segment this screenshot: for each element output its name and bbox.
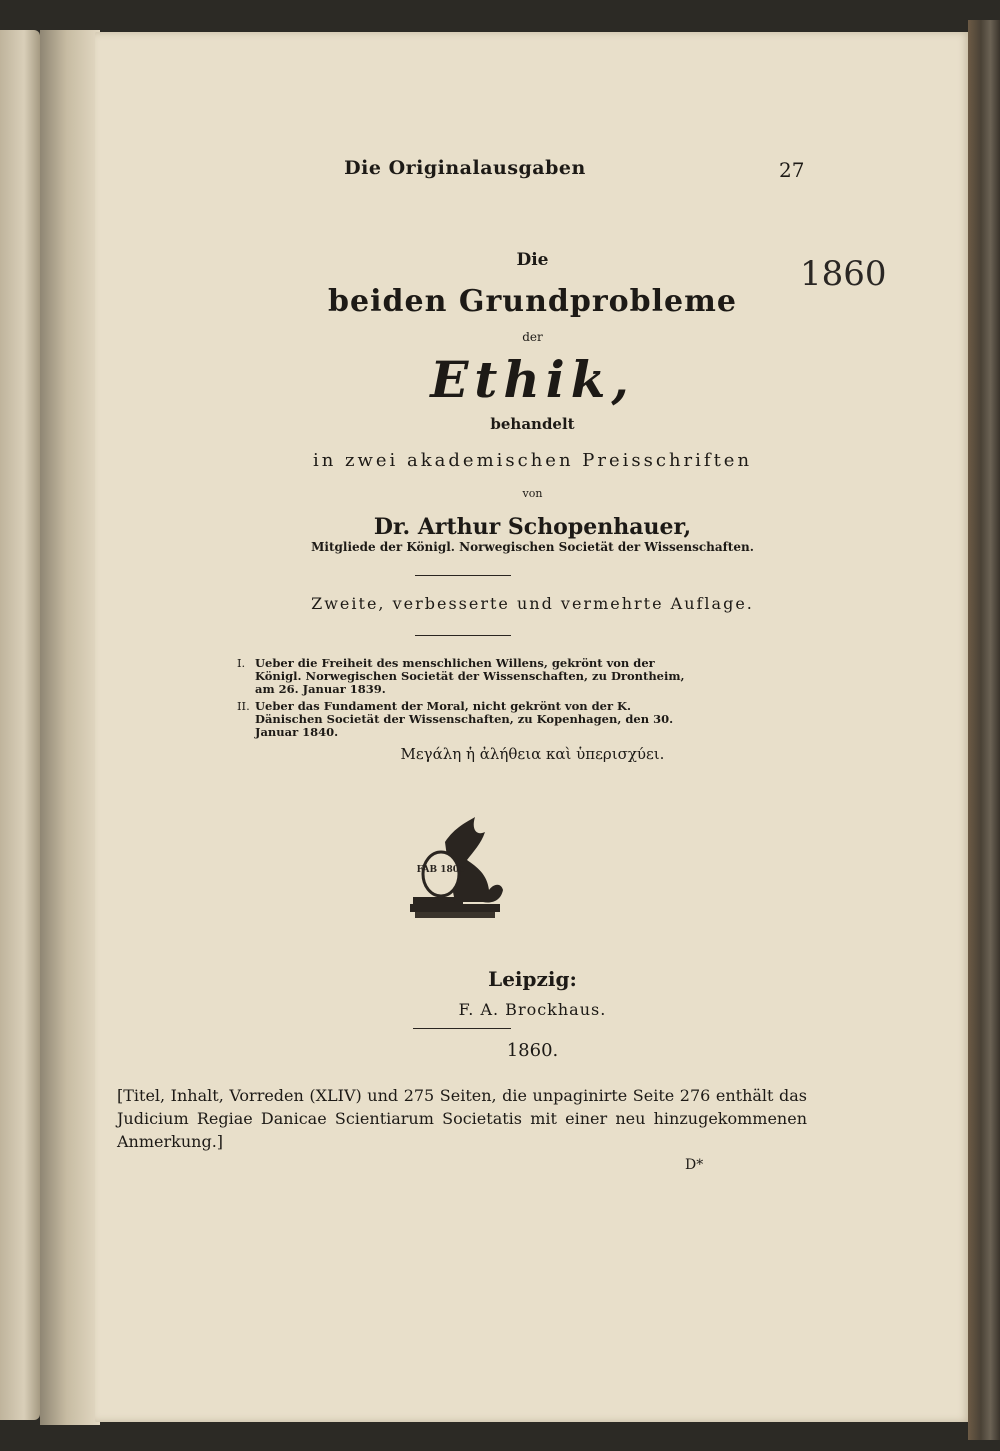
title-von: von <box>522 487 543 500</box>
divider-rule <box>415 635 511 636</box>
affiliation: Mitgliede der Königl. Norwegischen Societät der Wissenschaften. <box>311 540 754 554</box>
publisher: F. A. Brockhaus. <box>458 1000 607 1019</box>
item-text: Ueber das Fundament der Moral, nicht gekrönt von der K. Dänischen Societät der Wissenschaften, zu Kopenhagen, den 30. Januar 1840. <box>255 699 674 739</box>
subtitle: in zwei akademischen Preisschriften <box>312 450 753 471</box>
page-number: 27 <box>779 158 805 182</box>
publisher-emblem-icon <box>405 812 510 927</box>
book-spine <box>968 20 1000 1440</box>
list-item <box>237 699 695 739</box>
year-note: 1860 <box>800 254 887 294</box>
book-gutter <box>40 30 100 1425</box>
title-ethik: Ethik, <box>430 350 635 409</box>
left-page-edge <box>0 30 40 1420</box>
divider-rule <box>415 575 511 576</box>
running-head: Die Originalausgaben <box>344 157 586 179</box>
place: Leipzig: <box>488 967 577 991</box>
main-title: beiden Grundprobleme <box>328 284 737 319</box>
publication-year: 1860. <box>506 1040 559 1061</box>
edition: Zweite, verbesserte und vermehrte Auflage. <box>311 594 754 613</box>
item-number: I. <box>237 656 246 670</box>
divider-rule <box>413 1028 511 1029</box>
author: Dr. Arthur Schopenhauer, <box>373 514 692 540</box>
title-der: der <box>522 330 543 344</box>
greek-motto: Μεγάλη ἡ ἀλήθεια καὶ ὑπερισχύει. <box>400 745 665 763</box>
item-number: II. <box>237 699 250 713</box>
item-text: Ueber die Freiheit des menschlichen Willens, gekrönt von der Königl. Norwegischen Societät der Wissenschaften, zu Drontheim, am 26. Januar 1839. <box>255 656 685 696</box>
bibliographic-note: [Titel, Inhalt, Vorreden (XLIV) und 275 Seiten, die unpaginirte Seite 276 enthält das Judicium Regiae Danicae Scientiarum Societatis mit einer neu hinzugekommenen Anmerkung.] <box>117 1086 807 1151</box>
signature-mark: D* <box>685 1157 704 1173</box>
title-behandelt: behandelt <box>490 415 575 433</box>
list-item <box>237 656 695 696</box>
title-die: Die <box>516 250 549 270</box>
book-page <box>95 32 970 1422</box>
emblem-text: FAB 1805 <box>416 865 466 875</box>
